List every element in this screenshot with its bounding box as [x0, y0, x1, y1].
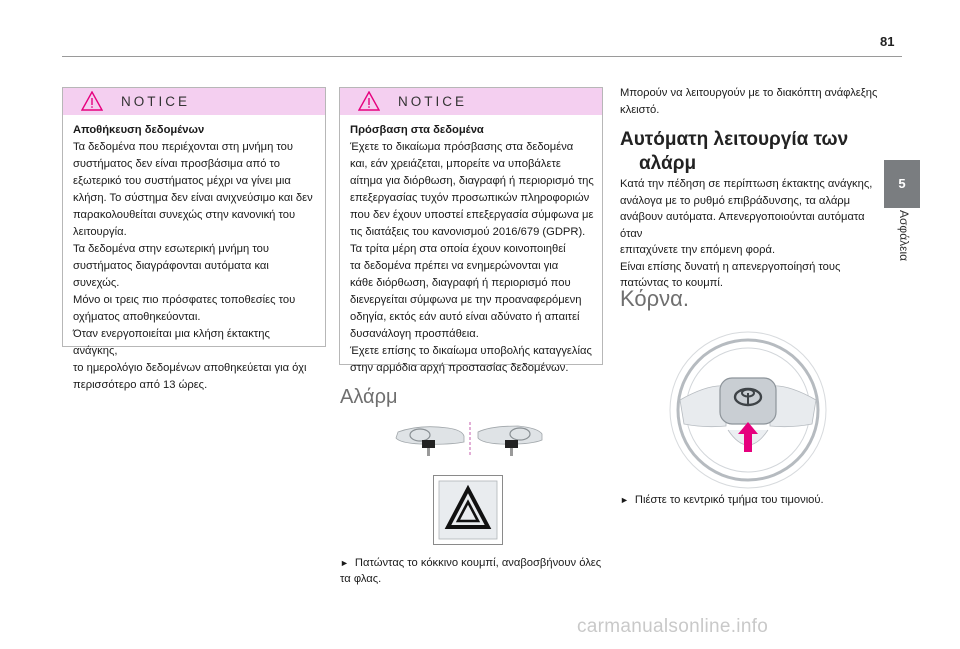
heading-automatic-hazard: Αυτόματη λειτουργία των αλάρμ [620, 129, 849, 174]
notice-line: Μόνο οι τρεις πιο πρόσφατες τοποθεσίες του [73, 294, 296, 306]
notice-line: Τα δεδομένα στην εσωτερική μνήμη του [73, 243, 269, 255]
notice-line: λειτουργία. [73, 226, 127, 238]
horn-instruction: ► Πιέστε το κεντρικό τμήμα του τιμονιού. [620, 494, 824, 506]
notice-heading: Πρόσβαση στα δεδομένα [350, 124, 484, 136]
notice-line: Τα τρίτα μέρη στα οποία έχουν κοινοποιηθεί [350, 243, 566, 255]
notice-header [63, 88, 325, 115]
warning-icon [358, 91, 380, 111]
notice-line: εξωτερικό του συστήματος μέχρι να γίνει μια [73, 175, 291, 187]
notice-box-data-access [339, 87, 603, 374]
notice-line: κλήση. Το σύστημα δεν είναι ανιχνεύσιμο και δεν [73, 192, 313, 204]
notice-line: που δεν έχουν υποστεί επεξεργασία σύμφωνα με [350, 209, 594, 221]
steering-wheel-illustration [668, 330, 828, 490]
notice-title: NOTICE [398, 94, 468, 109]
notice-line: τις διατάξεις του κανονισμού 2016/679 (GDPR). [350, 226, 586, 238]
notice-body [63, 115, 325, 394]
notice-line: οδηγία, εκτός εάν αυτό είναι αδύνατο ή απαιτεί [350, 311, 580, 323]
bullet-arrow-icon: ► [620, 495, 629, 505]
page-number: 81 [880, 34, 895, 49]
section-title-horn: Κόρνα. [620, 286, 689, 311]
notice-body [340, 115, 602, 377]
notice-line: περισσότερο από 13 ώρες. [73, 379, 208, 391]
warning-icon [81, 91, 103, 111]
notice-line: συστήματος δεν είναι προσβάσιμα από το [73, 158, 281, 170]
notice-line: δυσανάλογη προσπάθεια. [350, 328, 479, 340]
hazard-button-illustration [433, 475, 503, 545]
notice-line: επεξεργασίας τυχόν προσωπικών πληροφοριών [350, 192, 590, 204]
notice-line: οχήματος αποθηκεύονται. [73, 311, 201, 323]
bullet-arrow-icon: ► [340, 558, 349, 568]
notice-line: Τα δεδομένα που περιέχονται στη μνήμη του [73, 141, 294, 153]
chapter-tab-label: Ασφάλεια [897, 210, 911, 262]
automatic-hazard-text: Κατά την πέδηση σε περίπτωση έκτακτης ανάγκης, ανάλογα με το ρυθμό επιβράδυνσης, τα αλάρμ ανάβουν αυτόματα. Απενεργοποιούνται αυτόματα όταν επιταχύνετε την επόμενη φορά. Είναι επίσης δυνατή η απενεργοποίησή τους πατώντας το κουμπί. [620, 178, 873, 289]
notice-line: στην αρμόδια αρχή προστασίας δεδομένων. [350, 362, 569, 374]
notice-box-data-storage [62, 87, 326, 391]
alarm-instruction: ► Πατώντας το κόκκινο κουμπί, αναβοσβήνουν όλες τα φλας. [340, 557, 602, 585]
chapter-tab[interactable]: 5 [884, 160, 920, 208]
notice-line: το ημερολόγιο δεδομένων αποθηκεύεται για όχι [73, 362, 307, 374]
notice-line: τα δεδομένα πρέπει να ενημερώνονται για [350, 260, 559, 272]
watermark: carmanualsonline.info [577, 616, 769, 637]
notice-line: παρακολουθείται συνεχώς στην κανονική του [73, 209, 296, 221]
notice-title: NOTICE [121, 94, 191, 109]
top-rule [62, 56, 902, 57]
intro-text: Μπορούν να λειτουργούν με το διακόπτη ανάφλεξης κλειστό. [620, 87, 878, 116]
notice-line: διενεργείται σύμφωνα με την προαναφερόμενη [350, 294, 582, 306]
notice-line: Όταν ενεργοποιείται μια κλήση έκτακτης ανάγκης, [73, 328, 270, 357]
notice-line: Έχετε το δικαίωμα πρόσβασης στα δεδομένα [350, 141, 574, 153]
notice-line: κάθε διόρθωση, διαγραφή ή περιορισμό που [350, 277, 571, 289]
notice-heading: Αποθήκευση δεδομένων [73, 124, 205, 136]
notice-line: Έχετε επίσης το δικαίωμα υποβολής καταγγελίας [350, 345, 592, 357]
notice-line: αίτημα για διόρθωση, διαγραφή ή περιορισμό της [350, 175, 594, 187]
notice-line: συστήματος διαγράφονται αυτόματα και συνεχώς. [73, 260, 269, 289]
notice-line: και, εάν χρειάζεται, μπορείτε να υποβάλετε [350, 158, 561, 170]
notice-header [340, 88, 602, 115]
section-title-alarm: Αλάρμ [340, 386, 398, 408]
dashboard-location-illustration [390, 418, 550, 460]
